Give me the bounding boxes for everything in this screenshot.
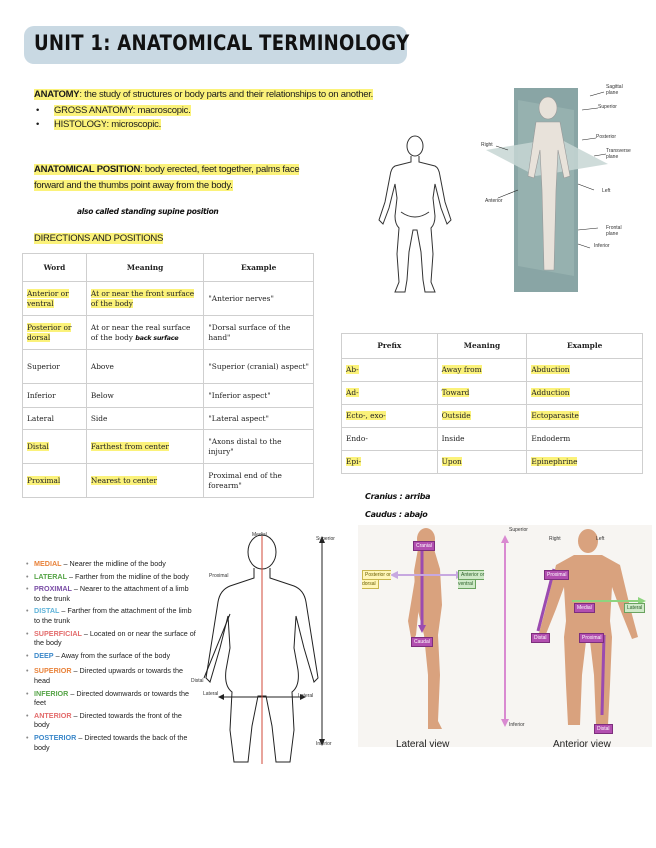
directional-photo-figures: [358, 525, 652, 747]
label-distal: Distal: [191, 678, 204, 684]
label-proximal-photo-top: Proximal: [544, 563, 569, 581]
list-item: • LATERAL – Farther from the midline of the body: [24, 572, 196, 582]
table-row: Anterior or ventral At or near the front surface of the body "Anterior nerves": [23, 282, 314, 316]
list-item: • INFERIOR – Directed downwards or towards the feet: [24, 689, 196, 708]
table-row: Epi- Upon Epinephrine: [342, 451, 643, 474]
list-item: • DEEP – Away from the surface of the body: [24, 651, 196, 661]
anatomical-position-figure: [373, 132, 457, 300]
label-distal-photo-right: Distal: [594, 717, 613, 735]
table-row: Ecto-, exo- Outside Ectoparasite: [342, 405, 643, 428]
label-medial: Medial: [252, 532, 267, 538]
list-item: • SUPERIOR – Directed upwards or towards the head: [24, 666, 196, 685]
position-term: ANATOMICAL POSITION: [34, 164, 141, 175]
table-row: Distal Farthest from center "Axons distal to the injury": [23, 430, 314, 464]
list-item: • HISTOLOGY: microscopic.: [34, 118, 334, 132]
label-superior-outline: Superior: [316, 536, 335, 542]
anatomy-definition: [34, 89, 424, 100]
anatomy-bullets: [34, 104, 334, 132]
table-header: Prefix: [342, 334, 438, 359]
anatomical-position-definition: ANATOMICAL POSITION: body erected, feet together, palms face forward and the thumbs point away from the body.: [34, 164, 300, 191]
label-superior: Superior: [598, 104, 617, 110]
caption-anterior-view: Anterior view: [553, 739, 611, 750]
label-lateral-photo: Lateral: [624, 596, 645, 614]
label-left: Left: [602, 188, 611, 194]
label-distal-photo-left: Distal: [531, 626, 550, 644]
list-item: • DISTAL – Farther from the attachment of the limb to the trunk: [24, 606, 196, 625]
table-header: Example: [527, 334, 643, 359]
directions-table: [22, 253, 314, 498]
label-anterior-ventral: Anterior or ventral: [458, 572, 485, 587]
list-item: • MEDIAL – Nearer the midline of the body: [24, 559, 196, 569]
table-row: Endo- Inside Endoderm: [342, 428, 643, 451]
directions-heading: DIRECTIONS AND POSITIONS: [34, 233, 164, 244]
table-row: Proximal Nearest to center Proximal end of the forearm": [23, 464, 314, 498]
label-sagittal-plane: Sagittal plane: [606, 84, 623, 96]
table-row: Ad- Toward Adduction: [342, 382, 643, 405]
caption-lateral-view: Lateral view: [396, 739, 450, 750]
label-posterior-dorsal: Posterior or dorsal: [362, 572, 391, 587]
list-item: • PROXIMAL – Nearer to the attachment of a limb to the trunk: [24, 584, 196, 603]
table-header: Meaning: [437, 334, 527, 359]
table-row: Lateral Side "Lateral aspect": [23, 408, 314, 430]
directional-terms-legend: [24, 559, 196, 755]
table-row: Superior Above "Superior (cranial) aspect": [23, 350, 314, 384]
handwritten-note-cranius: Cranius : arriba: [365, 492, 431, 501]
body-outline-figure: [196, 530, 356, 770]
label-right-photo: Right: [549, 536, 561, 542]
table-header: Word: [23, 254, 87, 282]
label-cranial: Cranial: [413, 534, 435, 552]
label-right: Right: [481, 142, 493, 148]
label-proximal-photo-mid: Proximal: [579, 626, 604, 644]
label-posterior: Posterior: [596, 134, 617, 140]
label-inferior-outline: Inferior: [316, 741, 332, 747]
anatomy-text: : the study of structures or body parts and their relationships to on another.: [79, 89, 374, 100]
table-row: Inferior Below "Inferior aspect": [23, 384, 314, 408]
label-anterior: Anterior: [485, 198, 503, 204]
label-proximal: Proximal: [209, 573, 229, 579]
table-row: Posterior or dorsal At or near the real surface of the body back surface "Dorsal surface of the hand": [23, 316, 314, 350]
table-header: Meaning: [86, 254, 204, 282]
label-transverse-plane: Transverse plane: [606, 148, 631, 160]
handwritten-note-back-surface: back surface: [135, 333, 179, 342]
list-item: • POSTERIOR – Directed towards the back of the body: [24, 733, 196, 752]
label-caudal: Caudal: [411, 630, 433, 648]
label-superior-photo: Superior: [509, 527, 528, 533]
list-item: • ANTERIOR – Directed towards the front of the body: [24, 711, 196, 730]
table-header: Example: [204, 254, 314, 282]
prefix-table: [341, 333, 643, 474]
handwritten-note-caudus: Caudus : abajo: [365, 510, 428, 519]
list-item: • GROSS ANATOMY: macroscopic.: [34, 104, 334, 118]
list-item: • SUPERFICIAL – Located on or near the surface of the body: [24, 629, 196, 648]
label-lateral-left: Lateral: [203, 691, 219, 697]
anatomy-term: ANATOMY: [34, 89, 80, 100]
handwritten-note-position: also called standing supine position: [77, 207, 219, 216]
label-inferior: Inferior: [594, 243, 610, 249]
page-title: UNIT 1: ANATOMICAL TERMINOLOGY: [34, 31, 410, 55]
label-inferior-photo: Inferior: [509, 722, 525, 728]
label-lateral-right: Lateral: [298, 693, 314, 699]
label-medial-photo: Medial: [574, 596, 595, 614]
label-left-photo: Left: [596, 536, 605, 542]
label-frontal-plane: Frontal plane: [606, 225, 622, 237]
table-row: Ab- Away from Abduction: [342, 359, 643, 382]
